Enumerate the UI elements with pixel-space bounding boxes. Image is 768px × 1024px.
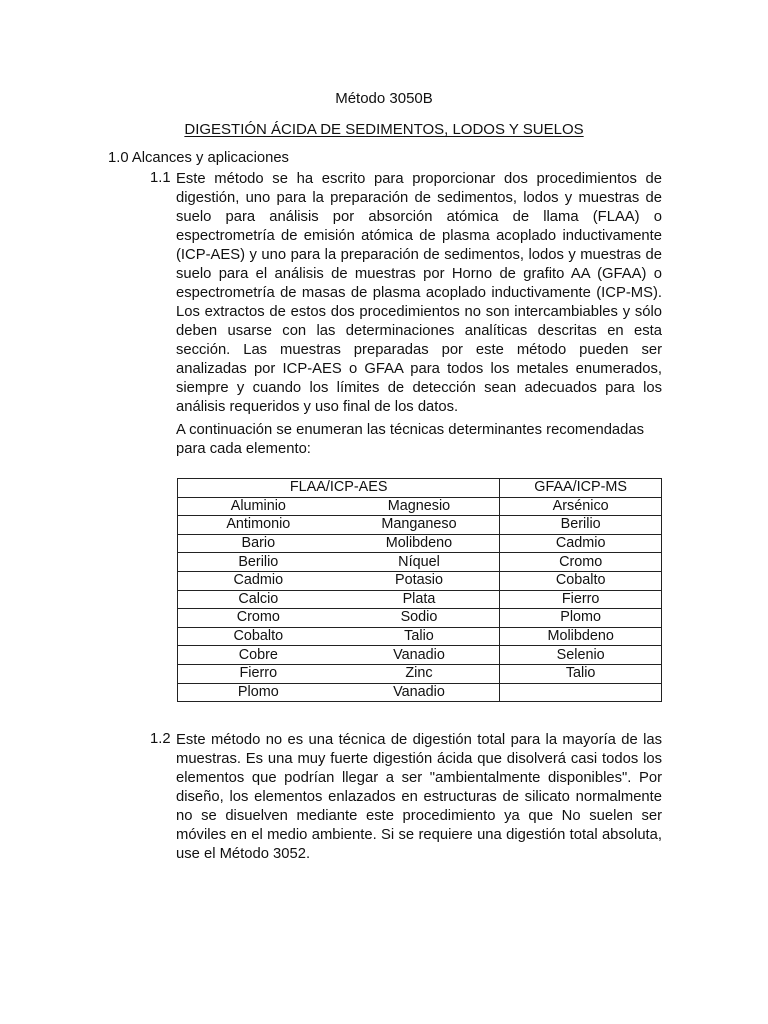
section-1-2-text: Este método no es una técnica de digestión total para la mayoría de las muestras. Es una muy fuerte digestión ácida que disolverá casi todos los elementos que podrían llegar a ser "ambientalmente disponibles". Por diseño, los elementos enlazados en estructuras de silicato normalmente no se disuelven mediante este procedimiento ya que No suelen ser móviles en el medio ambiente. Si se requiere una digestión total absoluta, use el Método 3052.: [176, 732, 662, 862]
table-cell: Cobre: [178, 646, 339, 665]
section-1-1-text: Este método se ha escrito para proporcionar dos procedimientos de digestión, uno para la preparación de sedimentos, lodos y muestras de suelo para análisis por absorción atómica de llama (FLAA) o espectrometría de emisión atómica de plasma acoplado inductivamente (ICP-AES) y uno para la preparación de sedimentos, lodos y muestras de suelo para el análisis de muestras por Horno de grafito AA (GFAA) o espectrometría de masas de plasma acoplado inductivamente (ICP-MS). Los extractos de estos dos procedimientos no son intercambiables y sólo deben usarse con las determinaciones analíticas descritas en esta sección. Las muestras preparadas por este método pueden ser analizadas por ICP-AES o GFAA para todos los metales enumerados, siempre y cuando los límites de detección sean adecuados para los análisis requeridos y uso final de los datos.: [176, 171, 662, 415]
table-cell: Vanadio: [339, 646, 500, 665]
table-row: [178, 664, 662, 683]
table-cell: Fierro: [178, 664, 339, 683]
table-cell: Molibdeno: [500, 627, 662, 646]
table-cell: Cromo: [178, 609, 339, 628]
table-row: [178, 516, 662, 535]
table-header-row: [178, 479, 662, 498]
table-cell: Cromo: [500, 553, 662, 572]
table-cell: Antimonio: [178, 516, 339, 535]
section-number-1-2: 1.2: [150, 731, 171, 747]
table-cell: Plata: [339, 590, 500, 609]
table-cell: Potasio: [339, 571, 500, 590]
table-cell: Berilio: [178, 553, 339, 572]
table-cell: Cadmio: [500, 534, 662, 553]
table-cell: Plomo: [500, 609, 662, 628]
table-row: [178, 571, 662, 590]
table-row: [178, 553, 662, 572]
table-row: [178, 646, 662, 665]
table-row: [178, 534, 662, 553]
table-cell: [500, 683, 662, 702]
table-row: [178, 497, 662, 516]
table-cell: Talio: [339, 627, 500, 646]
table-row: [178, 609, 662, 628]
table-header-flaa: FLAA/ICP-AES: [178, 479, 500, 498]
table-cell: Zinc: [339, 664, 500, 683]
elements-table: [177, 478, 662, 702]
table-row: [178, 590, 662, 609]
table-row: [178, 683, 662, 702]
document-subtitle-text: DIGESTIÓN ÁCIDA DE SEDIMENTOS, LODOS Y SUELOS: [184, 121, 584, 138]
table-cell: Magnesio: [339, 497, 500, 516]
table-body: [178, 497, 662, 702]
table-header-gfaa: GFAA/ICP-MS: [500, 479, 662, 498]
table-cell: Selenio: [500, 646, 662, 665]
document-title: Método 3050B: [335, 90, 433, 107]
table-cell: Níquel: [339, 553, 500, 572]
table-cell: Molibdeno: [339, 534, 500, 553]
table-cell: Manganeso: [339, 516, 500, 535]
table-cell: Cobalto: [500, 571, 662, 590]
table-cell: Cadmio: [178, 571, 339, 590]
table-row: [178, 627, 662, 646]
table-cell: Cobalto: [178, 627, 339, 646]
table-cell: Vanadio: [339, 683, 500, 702]
table-cell: Aluminio: [178, 497, 339, 516]
table-cell: Plomo: [178, 683, 339, 702]
document-subtitle: [0, 121, 768, 138]
table-cell: Berilio: [500, 516, 662, 535]
table-cell: Arsénico: [500, 497, 662, 516]
section-heading: 1.0 Alcances y aplicaciones: [108, 150, 289, 166]
table-cell: Bario: [178, 534, 339, 553]
table-cell: Sodio: [339, 609, 500, 628]
section-number-1-1: 1.1: [150, 170, 171, 186]
table-cell: Fierro: [500, 590, 662, 609]
table-cell: Calcio: [178, 590, 339, 609]
section-1-1-text-continued: A continuación se enumeran las técnicas determinantes recomendadas para cada elemento:: [176, 422, 645, 457]
table-cell: Talio: [500, 664, 662, 683]
